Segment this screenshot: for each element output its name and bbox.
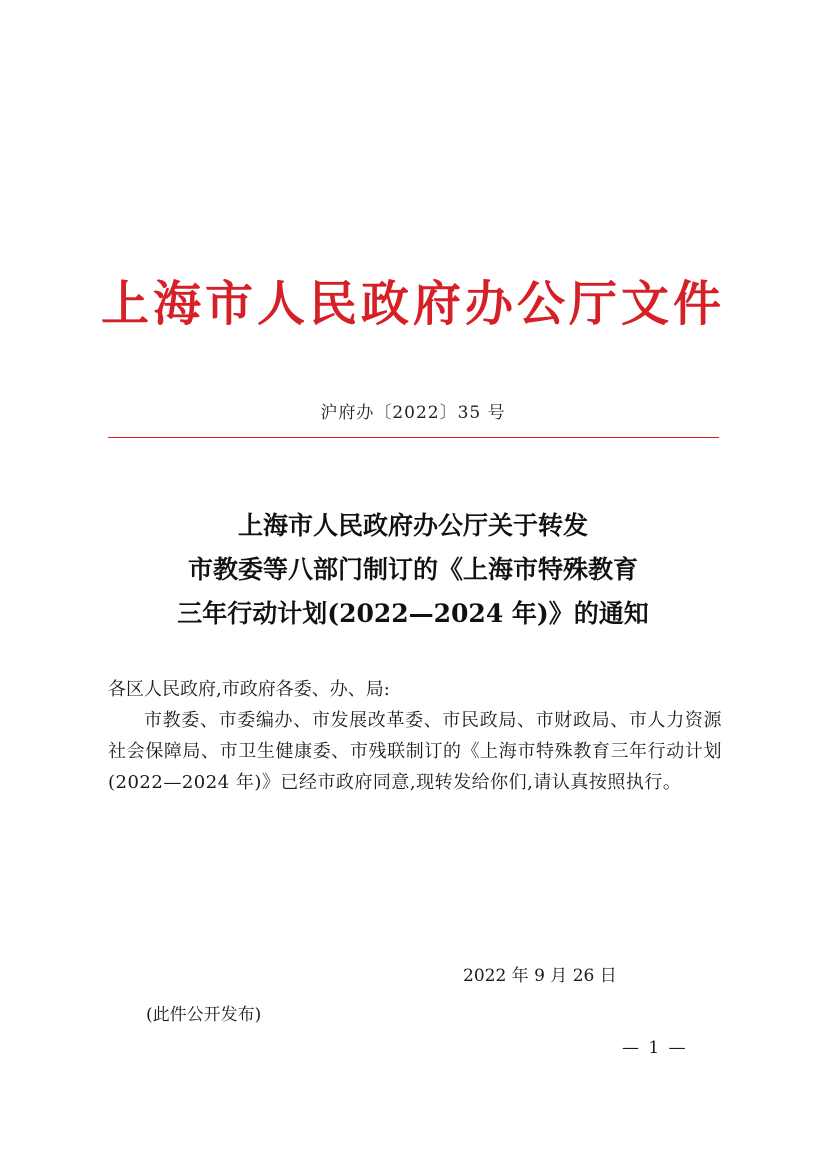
document-header-title: 上海市人民政府办公厅文件 [100, 276, 725, 332]
notice-body [108, 674, 722, 798]
red-divider-line [108, 437, 719, 438]
notice-title-line: 上海市人民政府办公厅关于转发 [237, 511, 588, 540]
notice-title [0, 504, 826, 636]
issue-date: 2022 年 9 月 26 日 [463, 966, 617, 986]
body-paragraph: 市教委、市委编办、市发展改革委、市民政局、市财政局、市人力资源社会保障局、市卫生健康委、市残联制订的《上海市特殊教育三年行动计划(2022—2024 年)》已经市政府同意,现转发给你们,请认真按照执行。 [108, 710, 722, 793]
notice-title-line: 市教委等八部门制订的《上海市特殊教育 [187, 555, 638, 584]
salutation: 各区人民政府,市政府各委、办、局: [108, 679, 390, 700]
page-number: — 1 — [622, 1038, 688, 1058]
publish-note: (此件公开发布) [146, 1005, 262, 1025]
document-number: 沪府办〔2022〕35 号 [320, 403, 506, 423]
notice-title-line: 三年行动计划(2022—2024 年)》的通知 [177, 599, 649, 628]
